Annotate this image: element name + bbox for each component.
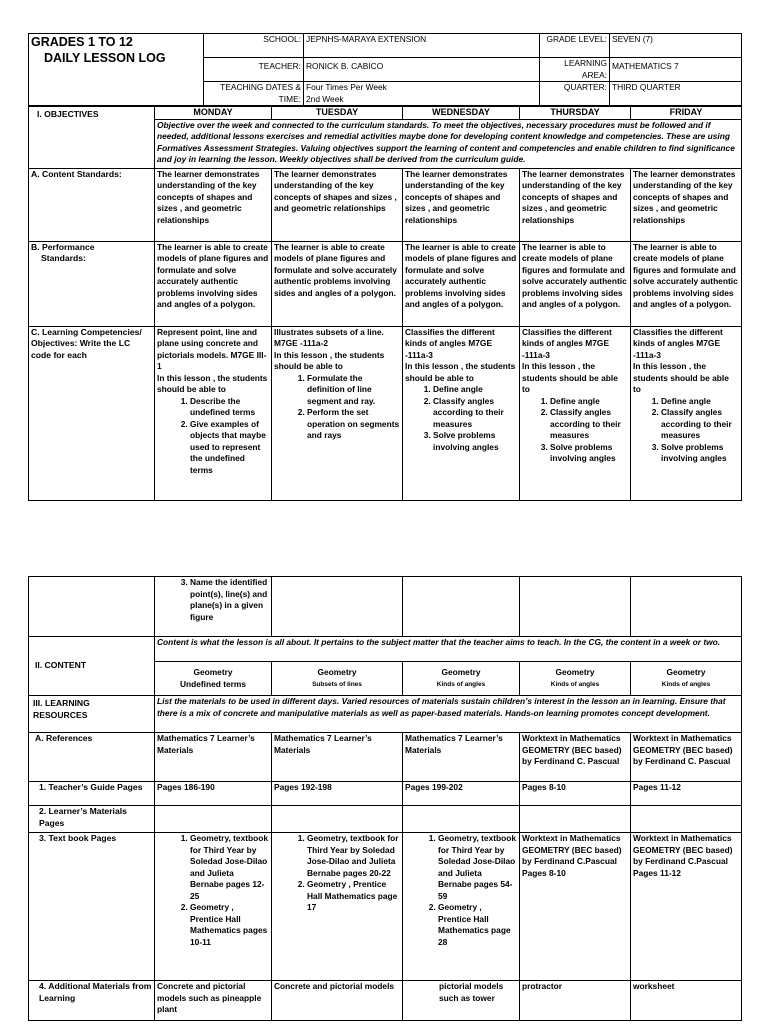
grade-label: GRADE LEVEL: [540,34,610,58]
objectives-label: I. OBJECTIVES [29,107,155,169]
learners-materials-label: 2. Learner’s Materials Pages [29,806,155,833]
competencies-wednesday-list [405,384,517,453]
list-item: 2. Geometry , Prentice Hall Mathematics page 17 [307,879,400,914]
references-thursday: Worktext in Mathematics GEOMETRY (BEC based) by Ferdinand C. Pascual [520,733,631,782]
lesson-log-page-2 [28,576,741,1021]
dates-label-line-2: TIME: [278,93,301,104]
competencies-monday [155,326,272,500]
plan-table-1 [28,106,742,501]
teachers-guide-friday: Pages 11-12 [631,782,742,806]
list-item: 3. Name the identified point(s), line(s) and plane(s) in a given figure [190,577,269,623]
competencies-tuesday-lead: In this lesson , the students should be able to [274,349,385,371]
teacher-label: TEACHER: [204,58,304,82]
resources-text: List the materials to be used in different days. Varied resources of materials sustain children’s interest in the lesson an in learning. Ensure that there is a mix of concrete and manipulative materials as well as paper-based materials. Hands-on learning promotes concept development. [155,696,742,733]
competencies-tuesday-intro: Illustrates subsets of a line. M7GE -111a-2 [274,326,384,348]
day-thursday: THURSDAY [520,107,631,120]
teachers-guide-monday: Pages 186-190 [155,782,272,806]
quarter-value: THIRD QUARTER [610,82,742,106]
textbook-label: 3. Text book Pages [29,833,155,981]
cont-thursday [520,577,631,637]
day-tuesday: TUESDAY [272,107,403,120]
content-monday-main: Geometry [193,667,233,677]
textbook-tuesday [272,833,403,981]
dates-line-2: 2nd Week [306,93,344,104]
day-monday: MONDAY [155,107,272,120]
list-item: 2. Give examples of objects that maybe used to represent the undefined terms [190,419,269,477]
quarter-label: QUARTER: [540,82,610,106]
title-cell [29,34,204,106]
plan-table-2 [28,576,742,1021]
list-item: 2. Classify angles according to their measures [550,407,628,442]
teacher-value: RONICK B. CABICO [304,58,540,82]
competencies-wednesday [403,326,520,500]
day-friday: FRIDAY [631,107,742,120]
textbook-friday: Worktext in Mathematics GEOMETRY (BEC based) by Ferdinand C.Pascual Pages 11-12 [631,833,742,981]
cont-wednesday [403,577,520,637]
list-item: 2. Geometry , Prentice Hall Mathematics pages 10-11 [190,902,269,948]
additional-monday: Concrete and pictorial models such as pineapple plant [155,981,272,1021]
list-item: 1. Define angle [661,396,739,408]
content-monday [155,662,272,696]
learners-materials-tuesday [272,806,403,833]
references-label: A. References [29,733,155,782]
dates-line-1: Four Times Per Week [306,82,387,92]
learners-materials-thursday [520,806,631,833]
competencies-friday-intro: Classifies the different kinds of angles M7GE -111a-3 [633,326,723,360]
performance-standards-monday: The learner is able to create models of plane figures and formulate and solve accurately authentic problems involving sides and angles of a polygon. [155,241,272,326]
references-friday: Worktext in Mathematics GEOMETRY (BEC based) by Ferdinand C. Pascual [631,733,742,782]
list-item: 2. Geometry , Prentice Hall Mathematics page 28 [438,902,517,948]
performance-standards-thursday: The learner is able to create models of plane figures and formulate and solve accurately authentic problems involving sides and angles of a polygon. [520,241,631,326]
continuation-label [29,577,155,637]
resources-label-2: RESOURCES [33,709,88,720]
list-item: 1. Formulate the definition of line segment and ray. [307,373,400,408]
performance-standards-wednesday: The learner is able to create models of plane figures and formulate and solve accurately authentic problems involving sides and angles of a polygon. [403,241,520,326]
references-monday: Mathematics 7 Learner’s Materials [155,733,272,782]
list-item: 1. Geometry, textbook for Third Year by Soledad Jose-Dilao and Julieta Bernabe pages 20-22 [307,833,400,879]
performance-standards-label-1: B. Performance [31,241,95,252]
area-label [540,58,610,82]
competencies-wednesday-intro: Classifies the different kinds of angles M7GE -111a-3 [405,326,495,360]
list-item: 2. Classify angles according to their measures [661,407,739,442]
references-tuesday: Mathematics 7 Learner’s Materials [272,733,403,782]
content-standards-friday: The learner demonstrates understanding of the key concepts of shapes and sizes , and geometric relationships [631,168,742,241]
cont-friday [631,577,742,637]
content-tuesday-sub: Subsets of lines [312,680,362,688]
textbook-thursday: Worktext in Mathematics GEOMETRY (BEC based) by Ferdinand C.Pascual Pages 8-10 [520,833,631,981]
performance-standards-friday: The learner is able to create models of plane figures and formulate and solve accurately authentic problems involving sides and angles of a polygon. [631,241,742,326]
school-value: JEPNHS-MARAYA EXTENSION [304,34,540,58]
competencies-monday-list-cont [157,577,269,623]
textbook-wednesday-list [405,833,517,948]
content-thursday-sub: Kinds of angles [550,680,600,688]
learners-materials-monday [155,806,272,833]
list-item: 3. Solve problems involving angles [661,442,739,465]
content-standards-label: A. Content Standards: [29,168,155,241]
title-line-1: GRADES 1 TO 12 [31,35,133,49]
list-item: 2. Perform the set operation on segments and rays [307,407,400,442]
additional-wednesday: pictorial models such as tower [403,981,520,1021]
header-table [28,33,742,106]
teachers-guide-wednesday: Pages 199-202 [403,782,520,806]
content-friday [631,662,742,696]
competencies-wednesday-lead: In this lesson , the students should be able to [405,361,516,383]
additional-tuesday: Concrete and pictorial models [272,981,403,1021]
grade-value: SEVEN (7) [610,34,742,58]
resources-label [29,696,155,733]
dates-value [304,82,540,106]
competencies-thursday-lead: In this lesson , the students should be able to [522,361,618,394]
competencies-thursday-list [522,396,628,465]
dates-label-line-1: TEACHING DATES & [220,82,301,92]
competencies-tuesday [272,326,403,500]
additional-thursday: protractor [520,981,631,1021]
competencies-monday-cont [155,577,272,637]
learners-materials-friday [631,806,742,833]
content-tuesday [272,662,403,696]
list-item: 1. Geometry, textbook for Third Year by Soledad Jose-Dilao and Julieta Bernabe pages 12-25 [190,833,269,902]
objectives-text: Objective over the week and connected to the curriculum standards. To meet the objectives, necessary procedures must be followed and if needed, additional lessons exercises and remedial activities maybe done for developing content knowledge and competencies. These are using Formatives Assessment Strategies. Valuing objectives support the learning of content and competencies and enable children to find significance and joy in learning the lesson. Weekly objectives shall be derived from the curriculum guide. [155,119,742,168]
list-item: 1. Define angle [433,384,517,396]
teachers-guide-label: 1. Teacher’s Guide Pages [29,782,155,806]
list-item: 3. Solve problems involving angles [433,430,517,453]
additional-friday: worksheet [631,981,742,1021]
learners-materials-wednesday [403,806,520,833]
title-line-2: DAILY LESSON LOG [44,51,166,65]
content-thursday-main: Geometry [555,667,595,677]
textbook-monday [155,833,272,981]
content-standards-thursday: The learner demonstrates understanding of the key concepts of shapes and sizes , and geometric relationships [520,168,631,241]
references-wednesday: Mathematics 7 Learner’s Materials [403,733,520,782]
content-thursday [520,662,631,696]
performance-standards-label-2: Standards: [41,253,86,263]
content-friday-main: Geometry [666,667,706,677]
content-standards-monday: The learner demonstrates understanding of the key concepts of shapes and sizes , and geometric relationships [155,168,272,241]
competencies-tuesday-list [274,373,400,442]
content-label: II. CONTENT [29,637,155,696]
competencies-label: C. Learning Competencies/ Objectives: Write the LC code for each [29,326,155,500]
content-wednesday-main: Geometry [441,667,481,677]
list-item: 1. Geometry, textbook for Third Year by Soledad Jose-Dilao and Julieta Bernabe pages 54-59 [438,833,517,902]
area-value: MATHEMATICS 7 [610,58,742,82]
content-wednesday-sub: Kinds of angles [436,680,486,688]
list-item: 1. Describe the undefined terms [190,396,269,419]
content-monday-sub: Undefined terms [179,678,247,689]
competencies-thursday [520,326,631,500]
list-item: 3. Solve problems involving angles [550,442,628,465]
list-item: 1. Define angle [550,396,628,408]
area-label-line-1: LEARNING [564,58,607,68]
competencies-monday-lead: In this lesson , the students should be able to [157,372,268,394]
teachers-guide-tuesday: Pages 192-198 [272,782,403,806]
content-wednesday [403,662,520,696]
competencies-thursday-intro: Classifies the different kinds of angles M7GE -111a-3 [522,326,612,360]
list-item: 2. Classify angles according to their measures [433,396,517,431]
performance-standards-label [29,241,155,326]
competencies-monday-intro: Represent point, line and plane using concrete and pictorials models. M7GE III-1 [157,326,267,371]
competencies-monday-list [157,396,269,477]
competencies-friday-list [633,396,739,465]
content-standards-wednesday: The learner demonstrates understanding of the key concepts of shapes and sizes , and geometric relationships [403,168,520,241]
cont-tuesday [272,577,403,637]
textbook-monday-list [157,833,269,948]
content-standards-tuesday: The learner demonstrates understanding of the key concepts of shapes and sizes , and geometric relationships [272,168,403,241]
teachers-guide-thursday: Pages 8-10 [520,782,631,806]
lesson-log-page-1 [28,33,741,501]
dates-label [204,82,304,106]
competencies-friday-lead: In this lesson , the students should be able to [633,361,729,394]
resources-label-1: III. LEARNING [33,698,90,708]
content-friday-sub: Kinds of angles [661,680,711,688]
textbook-wednesday [403,833,520,981]
area-label-line-2: AREA: [581,69,607,80]
content-tuesday-main: Geometry [317,667,357,677]
competencies-friday [631,326,742,500]
day-wednesday: WEDNESDAY [403,107,520,120]
textbook-tuesday-list [274,833,400,914]
additional-materials-label: 4. Additional Materials from Learning [29,981,155,1021]
school-label: SCHOOL: [204,34,304,58]
performance-standards-tuesday: The learner is able to create models of plane figures and formulate and solve accurately authentic problems involving sides and angles of a polygon. [272,241,403,326]
content-text: Content is what the lesson is all about. It pertains to the subject matter that the teacher aims to teach. In the CG, the content in a week or two. [155,637,742,662]
